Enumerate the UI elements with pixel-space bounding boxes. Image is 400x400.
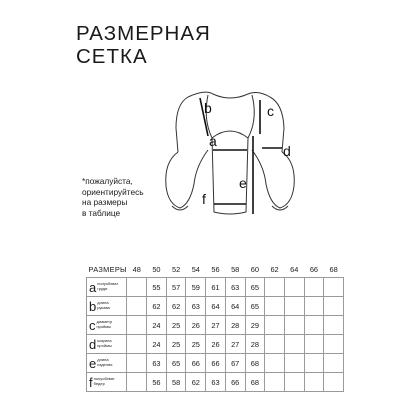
row-description-line: груди [97, 286, 108, 291]
value-cell [324, 316, 344, 335]
neckline-shape [188, 92, 270, 98]
value-cell: 25 [166, 335, 186, 354]
value-cell [304, 297, 324, 316]
value-cell [304, 335, 324, 354]
row-letter: c [89, 317, 96, 333]
value-cell [304, 373, 324, 392]
row-letter: e [89, 355, 97, 371]
value-cell: 27 [206, 316, 226, 335]
row-description-line: проймы [97, 343, 112, 348]
value-cell: 62 [166, 297, 186, 316]
value-cell [127, 278, 147, 297]
size-header-cell: 54 [191, 264, 200, 274]
value-cell: 65 [245, 297, 265, 316]
value-cell [127, 373, 147, 392]
size-header-cell: 60 [250, 264, 259, 274]
value-cell: 29 [245, 316, 265, 335]
value-cell [265, 278, 285, 297]
value-cell [304, 316, 324, 335]
right-armhole-shape [248, 95, 254, 138]
label-f: f [202, 191, 206, 207]
row-letter: a [89, 279, 97, 295]
size-table [86, 261, 344, 392]
size-header-cell: 64 [290, 264, 299, 274]
value-cell [265, 354, 285, 373]
size-header-cell: 66 [309, 264, 319, 274]
value-cell: 27 [225, 335, 245, 354]
label-c: c [267, 103, 274, 119]
value-cell [284, 373, 304, 392]
value-cell: 59 [186, 278, 206, 297]
size-note [82, 176, 144, 218]
title-line-2: СЕТКА [76, 45, 148, 68]
value-cell: 66 [225, 373, 245, 392]
value-cell: 66 [186, 354, 206, 373]
row-description [94, 377, 115, 386]
row-description-line: рукава [97, 305, 110, 310]
value-cell: 67 [225, 354, 245, 373]
page-title [76, 22, 211, 68]
table-header-row [87, 261, 344, 278]
value-cell: 57 [166, 278, 186, 297]
size-header-cell: 48 [132, 264, 141, 274]
row-description-line: длина [97, 300, 109, 306]
row-label [87, 316, 127, 335]
row-label [87, 278, 127, 297]
row-description [97, 320, 113, 329]
value-cell [265, 316, 285, 335]
value-cell [304, 278, 324, 297]
row-description-line: длина [97, 357, 109, 363]
value-cell [284, 316, 304, 335]
label-e: e [239, 175, 247, 191]
value-cell: 61 [206, 278, 226, 297]
row-description [97, 339, 111, 348]
table-row [87, 335, 344, 354]
row-label [87, 297, 127, 316]
value-cell: 25 [186, 335, 206, 354]
row-label [87, 373, 127, 392]
value-cell [304, 354, 324, 373]
value-cell [284, 297, 304, 316]
label-b: b [204, 100, 212, 116]
note-line-4: в таблице [82, 207, 121, 218]
value-cell [324, 297, 344, 316]
size-header-cell: 52 [172, 264, 181, 274]
row-description [97, 282, 118, 291]
size-header-cell: 62 [270, 264, 279, 274]
value-cell: 65 [245, 278, 265, 297]
value-cell: 56 [147, 373, 167, 392]
value-cell [265, 335, 285, 354]
note-line-2: ориентируйтесь [82, 186, 144, 197]
value-cell: 62 [147, 297, 167, 316]
row-label [87, 354, 127, 373]
left-shoulder-shape [176, 97, 188, 152]
size-header-cell: 58 [231, 264, 240, 274]
value-cell [284, 354, 304, 373]
value-cell [127, 297, 147, 316]
row-description-line: бедер [93, 381, 105, 386]
row-description-line: полуобхват [97, 281, 119, 287]
value-cell [127, 335, 147, 354]
title-line-1: РАЗМЕРНАЯ [76, 22, 211, 45]
value-cell: 28 [245, 335, 265, 354]
row-description-line: ширина [97, 338, 112, 344]
value-cell: 58 [166, 373, 186, 392]
table-row [87, 297, 344, 316]
row-letter: b [89, 298, 97, 314]
garment-sketch [150, 84, 310, 234]
value-cell: 63 [206, 373, 226, 392]
value-cell: 63 [225, 278, 245, 297]
table-row [87, 373, 344, 392]
row-letter: f [89, 374, 93, 390]
row-description [97, 301, 110, 310]
row-description-line: изделия [97, 362, 113, 367]
value-cell [284, 278, 304, 297]
note-line-3: на размеры [82, 197, 128, 207]
value-cell: 26 [206, 335, 226, 354]
table-header-label: РАЗМЕРЫ [88, 264, 127, 274]
value-cell [127, 316, 147, 335]
value-cell: 24 [147, 316, 167, 335]
row-description-line: полуобхват [93, 376, 115, 382]
value-cell: 64 [225, 297, 245, 316]
chest-seam-shape [212, 131, 248, 138]
value-cell [324, 373, 344, 392]
value-cell: 25 [166, 316, 186, 335]
value-cell [324, 278, 344, 297]
value-cell: 68 [245, 354, 265, 373]
value-cell [265, 373, 285, 392]
value-cell: 62 [186, 373, 206, 392]
value-cell: 65 [166, 354, 186, 373]
value-cell: 63 [147, 354, 167, 373]
value-cell: 63 [186, 297, 206, 316]
size-header-cell: 68 [329, 264, 338, 274]
value-cell [127, 354, 147, 373]
row-description-line: проймы [96, 324, 111, 329]
size-header-cell: 50 [152, 264, 161, 274]
table-row [87, 316, 344, 335]
value-cell [324, 354, 344, 373]
row-description-line: диаметр [96, 319, 113, 325]
value-cell: 66 [206, 354, 226, 373]
value-cell [265, 297, 285, 316]
value-cell: 24 [147, 335, 167, 354]
value-cell: 68 [245, 373, 265, 392]
value-cell: 26 [186, 316, 206, 335]
size-header-cell: 56 [211, 264, 220, 274]
table-row [87, 278, 344, 297]
row-letter: d [89, 336, 97, 352]
table-row [87, 354, 344, 373]
label-a: a [209, 133, 217, 149]
row-description [97, 358, 112, 367]
label-d: d [283, 143, 291, 159]
value-cell: 64 [206, 297, 226, 316]
value-cell: 55 [147, 278, 167, 297]
note-line-1: *пожалуйста, [82, 176, 133, 186]
value-cell: 28 [225, 316, 245, 335]
value-cell [324, 335, 344, 354]
row-label [87, 335, 127, 354]
value-cell [284, 335, 304, 354]
